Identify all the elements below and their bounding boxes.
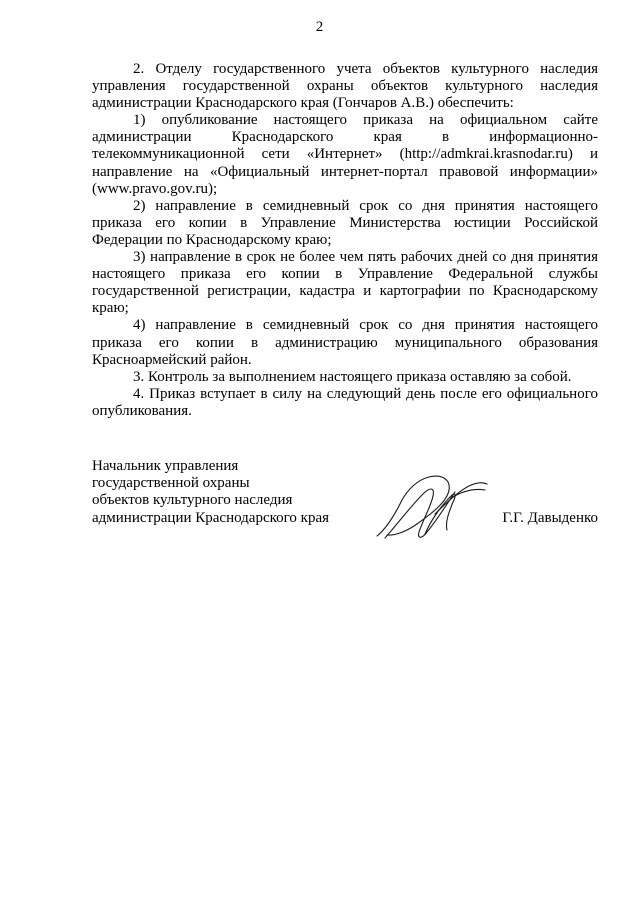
paragraph-subitem-2: 2) направление в семидневный срок со дня принятия настоящего приказа его копии в Управление Министерства юстиции Российской Федерации по Краснодарскому краю; [92, 197, 598, 248]
paragraph-subitem-1: 1) опубликование настоящего приказа на официальном сайте администрации Краснодарского края в информационно-телекоммуникационной сети «Интернет» (http://admkrai.krasnodar.ru) и направление на «Официальный интернет-портал правовой информации» (www.pravo.gov.ru); [92, 112, 598, 197]
signatory-title-line: государственной охраны [92, 475, 250, 492]
signatory-title-line: объектов культурного наследия [92, 492, 293, 509]
paragraph-subitem-3: 3) направление в срок не более чем пять рабочих дней со дня принятия настоящего приказа его копии в Управление Федеральной службы государственной регистрации, кадастра и картографии по Краснодарскому краю; [92, 249, 598, 317]
document-body [92, 61, 598, 420]
paragraph-item-3: 3. Контроль за выполнением настоящего приказа оставляю за собой. [133, 368, 572, 385]
paragraph-item-2: 2. Отделу государственного учета объектов культурного наследия управления государственной охраны объектов культурного наследия администрации Краснодарского края (Гончаров А.В.) обеспечить: [92, 61, 598, 112]
signatory-title-line: администрации Краснодарского края [92, 509, 330, 526]
signatory-name: Г.Г. Давыденко [502, 509, 598, 526]
signatory-title-line: Начальник управления [92, 458, 239, 474]
paragraph-subitem-4: 4) направление в семидневный срок со дня принятия настоящего приказа его копии в администрацию муниципального образования Красноармейский район. [92, 317, 598, 368]
page-number: 2 [315, 19, 324, 35]
handwritten-signature [365, 470, 495, 550]
signature-block [92, 458, 598, 527]
paragraph-item-4: 4. Приказ вступает в силу на следующий день после его официального опубликования. [92, 385, 598, 419]
